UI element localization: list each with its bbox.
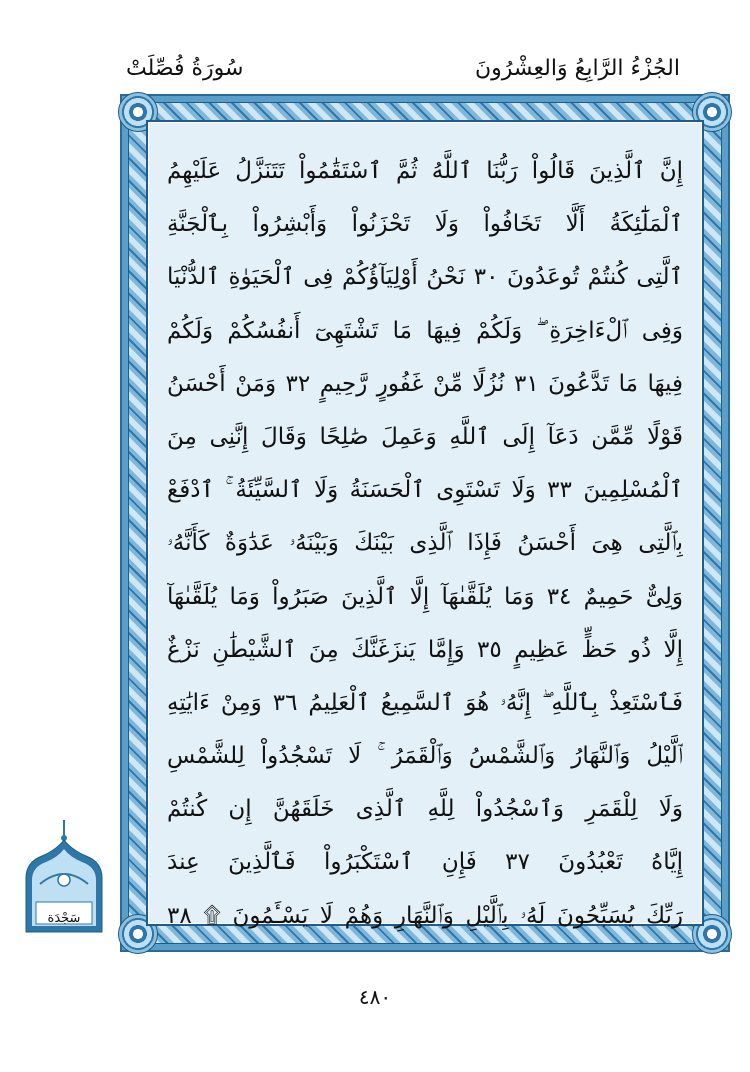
text-panel (148, 122, 702, 929)
page-header (0, 52, 750, 92)
surah-title: سُورَةُ فُصِّلَتْ (126, 56, 244, 81)
frame-inner-border (146, 120, 704, 929)
ornamental-frame (120, 94, 730, 952)
verse-line: إِلَّا ذُو حَظٍّ عَظِيمٍ ٣٥ وَإِمَّا يَنزَغَنَّكَ مِنَ ٱلشَّيْطَٰنِ نَزْغٌ (167, 636, 683, 663)
verse-line: وَلَا لِلْقَمَرِ وَٱسْجُدُواْ لِلَّهِ ٱلَّذِى خَلَقَهُنَّ إِن كُنتُمْ (167, 796, 683, 823)
sajda-marker (22, 820, 106, 938)
sajda-label: سَجْدَة (47, 911, 81, 926)
verse-line: ٱلْمَلَٰٓئِكَةُ أَلَّا تَخَافُواْ وَلَا تَحْزَنُواْ وَأَبْشِرُواْ بِٱلْجَنَّةِ (167, 211, 683, 238)
verse-lines (167, 145, 683, 929)
verse-line: فَٱسْتَعِذْ بِٱللَّهِ ۖ إِنَّهُۥ هُوَ ٱلسَّمِيعُ ٱلْعَلِيمُ ٣٦ وَمِنْ ءَايَٰتِهِ (167, 689, 683, 716)
juz-title: الجُزْءُ الرَّابِعُ وَالعِشْرُونَ (475, 56, 680, 81)
verse-line: ٱلَّيْلُ وَٱلنَّهَارُ وَٱلشَّمْسُ وَٱلْقَمَرُ ۚ لَا تَسْجُدُواْ لِلشَّمْسِ (167, 743, 683, 770)
verse-line: وَفِى ٱلْءَاخِرَةِ ۖ وَلَكُمْ فِيهَا مَا تَشْتَهِىٓ أَنفُسُكُمْ وَلَكُمْ (167, 317, 683, 344)
verse-line: رَبِّكَ يُسَبِّحُونَ لَهُۥ بِٱلَّيْلِ وَٱلنَّهَارِ وَهُمْ لَا يَسْـَٔمُونَ ۩ ٣٨ (167, 902, 683, 929)
verse-line: فِيهَا مَا تَدَّعُونَ ٣١ نُزُلًا مِّنْ غَفُورٍ رَّحِيمٍ ٣٢ وَمَنْ أَحْسَنُ (167, 370, 683, 397)
page-number: ٤٨٠ (358, 985, 392, 1009)
verse-line: إِنَّ ٱلَّذِينَ قَالُواْ رَبُّنَا ٱللَّهُ ثُمَّ ٱسْتَقَٰمُواْ تَتَنَزَّلُ عَلَيْهِمُ (167, 158, 683, 184)
verse-line: قَوْلًا مِّمَّن دَعَآ إِلَى ٱللَّهِ وَعَمِلَ صَٰلِحًا وَقَالَ إِنَّنِى مِنَ (167, 423, 683, 450)
verse-line: وَلِىٌّ حَمِيمٌ ٣٤ وَمَا يُلَقَّىٰهَآ إِلَّا ٱلَّذِينَ صَبَرُواْ وَمَا يُلَقَّىٰهَآ (167, 583, 683, 610)
verse-line: ٱلَّتِى كُنتُمْ تُوعَدُونَ ٣٠ نَحْنُ أَوْلِيَآؤُكُمْ فِى ٱلْحَيَوٰةِ ٱلدُّنْيَا (167, 264, 683, 291)
verse-line: بِٱلَّتِى هِىَ أَحْسَنُ فَإِذَا ٱلَّذِى بَيْنَكَ وَبَيْنَهُۥ عَدَٰوَةٌ كَأَنَّهُۥ (167, 530, 683, 557)
verse-line: ٱلْمُسْلِمِينَ ٣٣ وَلَا تَسْتَوِى ٱلْحَسَنَةُ وَلَا ٱلسَّيِّئَةُ ۚ ٱدْفَعْ (167, 477, 683, 504)
verse-line: إِيَّاهُ تَعْبُدُونَ ٣٧ فَإِنِ ٱسْتَكْبَرُواْ فَٱلَّذِينَ عِندَ (167, 849, 683, 876)
